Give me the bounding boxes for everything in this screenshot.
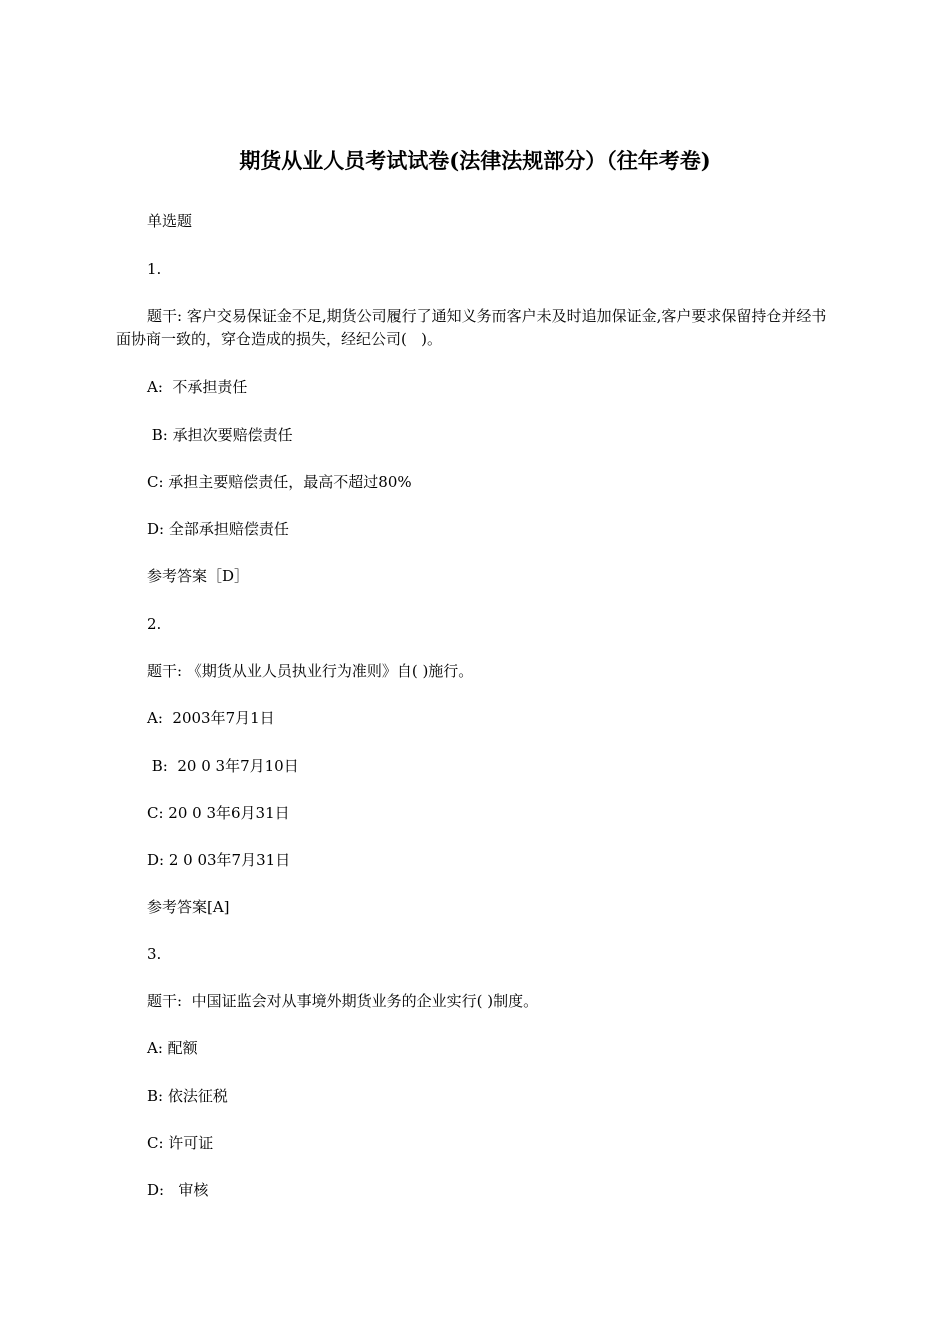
document-title: 期货从业人员考试试卷(法律法规部分）（往年考卷) <box>239 148 711 173</box>
question-1-option-d: D: 全部承担赔偿责任 <box>147 520 289 538</box>
question-3-number: 3. <box>147 945 162 963</box>
question-1-answer: 参考答案［D］ <box>147 567 250 585</box>
section-label: 单选题 <box>147 212 193 230</box>
question-3-option-a: A: 配额 <box>147 1039 198 1057</box>
question-3-option-d: D: 审核 <box>147 1181 209 1199</box>
question-2-option-a: A: 2003年7月1日 <box>147 709 275 727</box>
question-2-answer: 参考答案[A] <box>147 898 230 916</box>
question-2-stem: 题干: 《期货从业人员执业行为准则》自( )施行。 <box>147 662 474 680</box>
question-1-option-a: A: 不承担责任 <box>147 378 248 396</box>
question-1-number: 1. <box>147 260 162 278</box>
question-3-stem: 题干: 中国证监会对从事境外期货业务的企业实行( )制度。 <box>147 992 539 1010</box>
question-1-option-b: B: 承担次要赔偿责任 <box>147 426 293 444</box>
question-3-option-b: B: 依法征税 <box>147 1087 228 1105</box>
question-2-option-d: D: 2 0 03年7月31日 <box>147 851 291 869</box>
question-2-option-c: C: 20 0 3年6月31日 <box>147 804 290 822</box>
question-2-number: 2. <box>147 615 162 633</box>
question-1-option-c: C: 承担主要赔偿责任，最高不超过80% <box>147 473 412 491</box>
question-1-stem: 题干: 客户交易保证金不足,期货公司履行了通知义务而客户未及时追加保证金,客户要求保留持仓并经书面协商一致的，穿仓造成的损失，经纪公司( )。 <box>116 307 827 348</box>
question-2-option-b: B: 20 0 3年7月10日 <box>147 757 299 775</box>
question-3-option-c: C: 许可证 <box>147 1134 214 1152</box>
